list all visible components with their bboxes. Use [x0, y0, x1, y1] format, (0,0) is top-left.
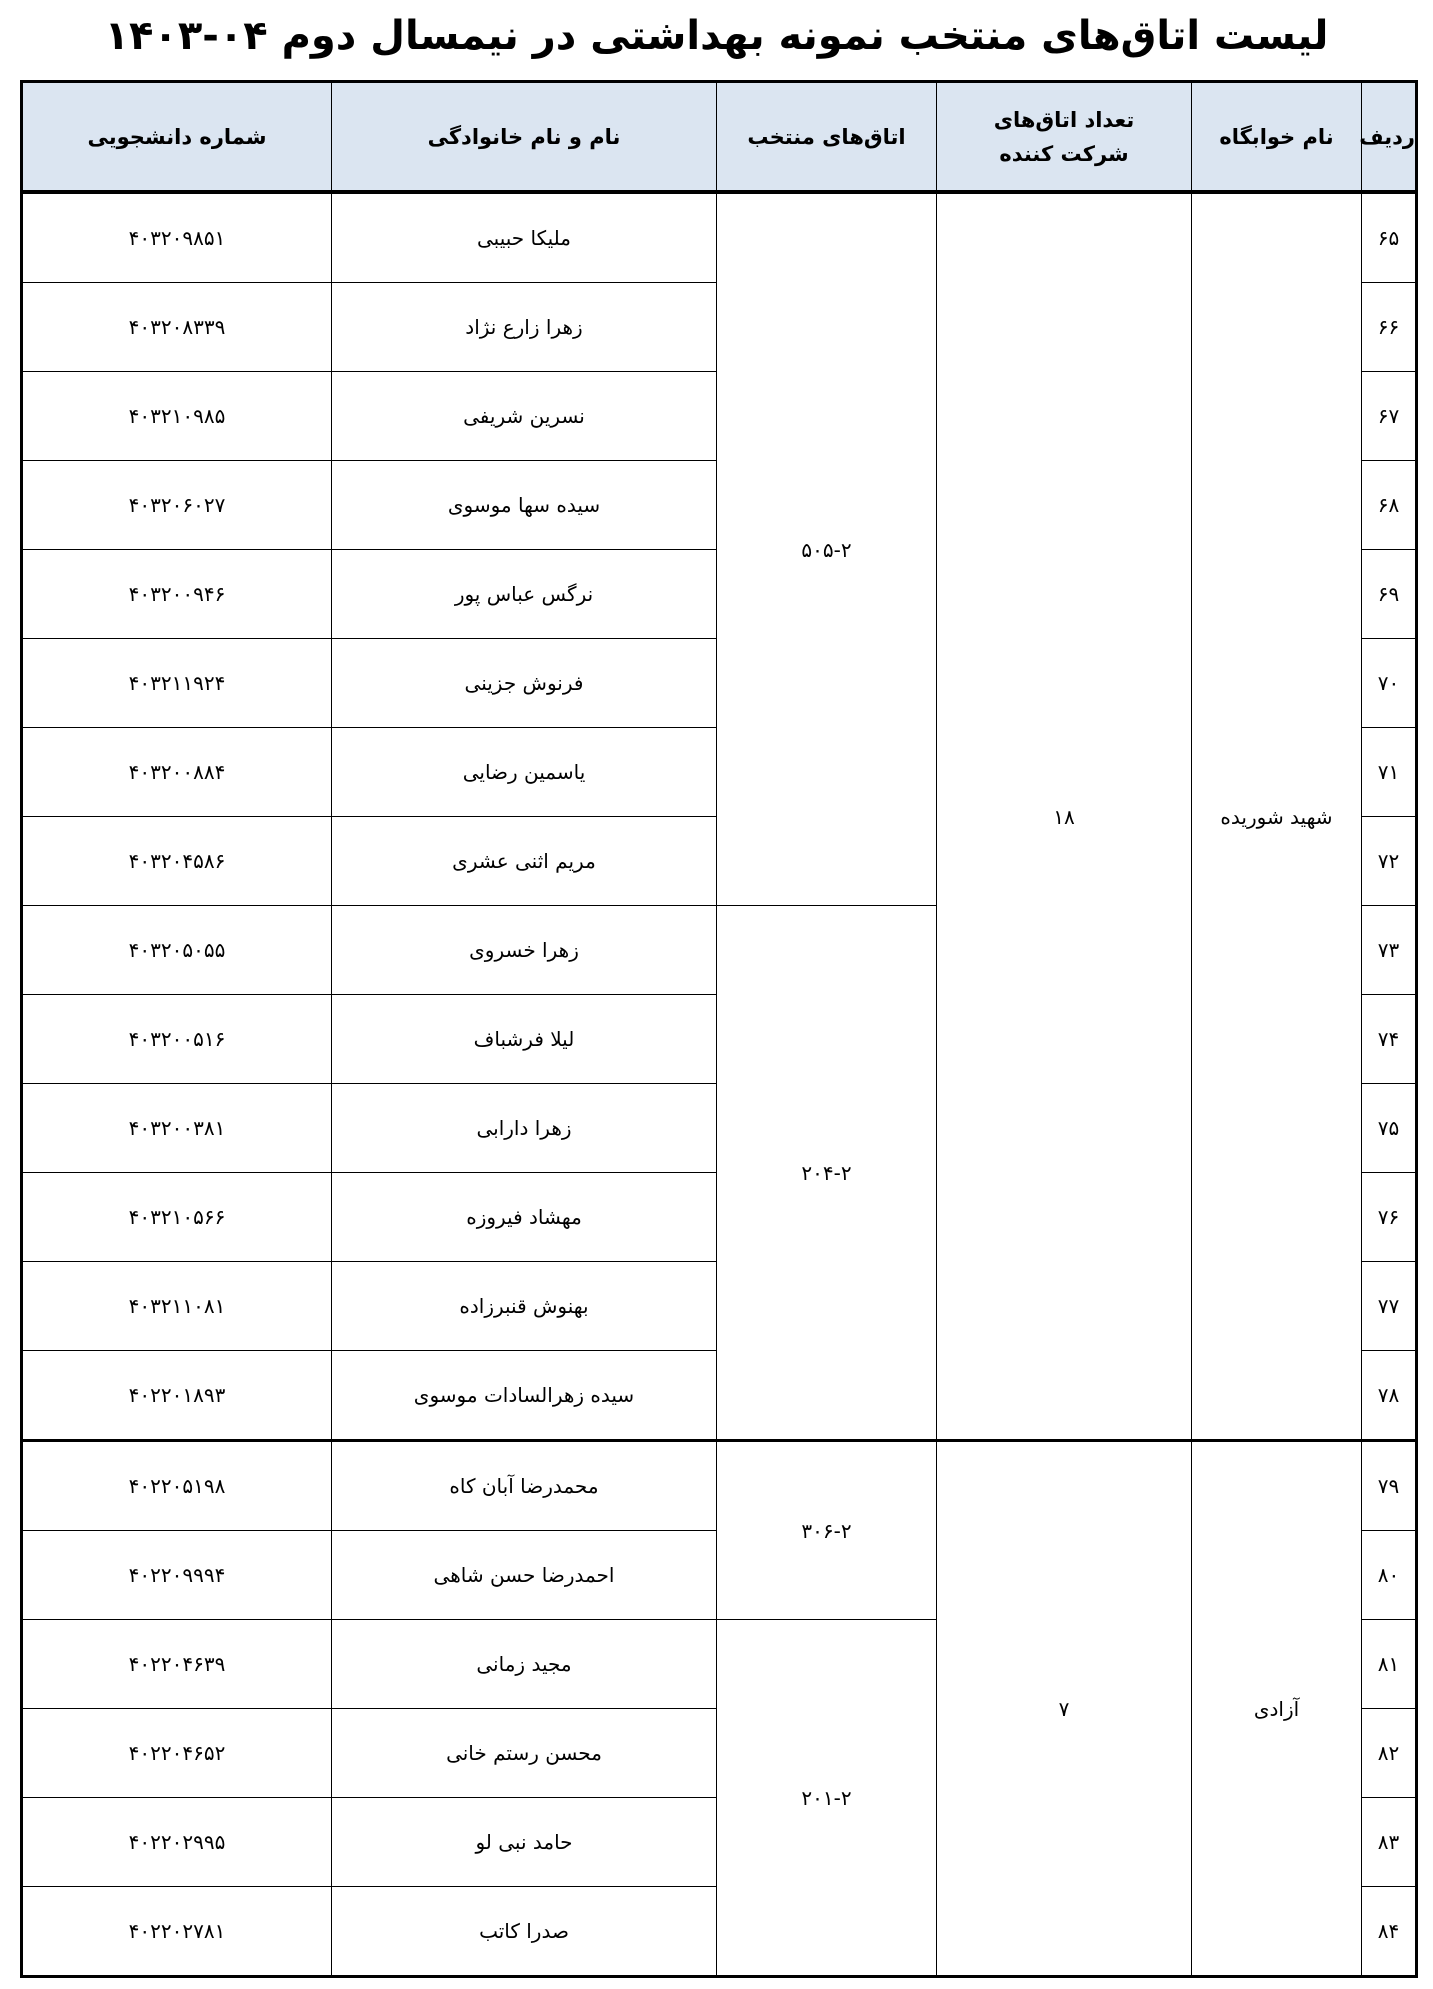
header-student-id: شماره دانشجویی	[22, 82, 332, 193]
student-id: ۴۰۲۲۰۴۶۵۲	[22, 1709, 332, 1798]
row-number: ۷۶	[1362, 1173, 1417, 1262]
student-name: مجید زمانی	[332, 1620, 717, 1709]
table-row	[22, 1441, 1417, 1531]
row-number: ۶۵	[1362, 192, 1417, 283]
student-name: نسرین شریفی	[332, 372, 717, 461]
room-cell: ۳۰۶-۲	[717, 1441, 937, 1620]
row-number: ۷۴	[1362, 995, 1417, 1084]
room-count-cell: ۷	[937, 1441, 1192, 1977]
row-number: ۷۱	[1362, 728, 1417, 817]
row-number: ۸۴	[1362, 1887, 1417, 1977]
table-row	[22, 192, 1417, 283]
student-id: ۴۰۳۲۰۹۸۵۱	[22, 192, 332, 283]
dorm-name-cell: شهید شوریده	[1192, 192, 1362, 1441]
student-name: مریم اثنی عشری	[332, 817, 717, 906]
student-id: ۴۰۳۲۰۰۸۸۴	[22, 728, 332, 817]
student-id: ۴۰۳۲۰۰۵۱۶	[22, 995, 332, 1084]
student-name: لیلا فرشباف	[332, 995, 717, 1084]
room-cell: ۲۰۴-۲	[717, 906, 937, 1441]
student-id: ۴۰۳۲۱۰۵۶۶	[22, 1173, 332, 1262]
student-name: احمدرضا حسن شاهی	[332, 1531, 717, 1620]
student-id: ۴۰۳۲۰۰۹۴۶	[22, 550, 332, 639]
student-id: ۴۰۳۲۰۴۵۸۶	[22, 817, 332, 906]
student-name: زهرا خسروی	[332, 906, 717, 995]
header-selected-rooms: اتاق‌های منتخب	[717, 82, 937, 193]
student-name: محسن رستم خانی	[332, 1709, 717, 1798]
room-cell: ۲۰۱-۲	[717, 1620, 937, 1977]
student-id: ۴۰۳۲۱۱۰۸۱	[22, 1262, 332, 1351]
document-title: لیست اتاق‌های منتخب نمونه بهداشتی در نیمسال دوم ۰۴-۱۴۰۳	[104, 13, 1329, 59]
row-number: ۷۳	[1362, 906, 1417, 995]
student-name: سیده سها موسوی	[332, 461, 717, 550]
row-number: ۷۵	[1362, 1084, 1417, 1173]
room-count-cell: ۱۸	[937, 192, 1192, 1441]
student-name: یاسمین رضایی	[332, 728, 717, 817]
row-number: ۸۱	[1362, 1620, 1417, 1709]
student-id: ۴۰۲۲۰۹۹۹۴	[22, 1531, 332, 1620]
student-name: بهنوش قنبرزاده	[332, 1262, 717, 1351]
student-name: محمدرضا آبان کاه	[332, 1441, 717, 1531]
row-number: ۶۷	[1362, 372, 1417, 461]
student-id: ۴۰۲۲۰۴۶۳۹	[22, 1620, 332, 1709]
student-id: ۴۰۲۲۰۱۸۹۳	[22, 1351, 332, 1441]
student-id: ۴۰۳۲۰۰۳۸۱	[22, 1084, 332, 1173]
header-row-number: ردیف	[1362, 82, 1417, 193]
student-id: ۴۰۳۲۰۶۰۲۷	[22, 461, 332, 550]
row-number: ۶۸	[1362, 461, 1417, 550]
student-id: ۴۰۲۲۰۵۱۹۸	[22, 1441, 332, 1531]
student-id: ۴۰۳۲۱۰۹۸۵	[22, 372, 332, 461]
row-number: ۷۹	[1362, 1441, 1417, 1531]
table-header-row	[22, 82, 1417, 193]
room-cell: ۵۰۵-۲	[717, 192, 937, 906]
student-name: زهرا دارابی	[332, 1084, 717, 1173]
student-name: مهشاد فیروزه	[332, 1173, 717, 1262]
row-number: ۷۲	[1362, 817, 1417, 906]
row-number: ۷۰	[1362, 639, 1417, 728]
row-number: ۸۲	[1362, 1709, 1417, 1798]
dorm-rooms-table	[20, 80, 1418, 1978]
header-room-count: تعداد اتاق‌های شرکت کننده	[937, 82, 1192, 193]
student-name: سیده زهرالسادات موسوی	[332, 1351, 717, 1441]
student-name: حامد نبی لو	[332, 1798, 717, 1887]
header-full-name: نام و نام خانوادگی	[332, 82, 717, 193]
student-id: ۴۰۳۲۱۱۹۲۴	[22, 639, 332, 728]
student-name: فرنوش جزینی	[332, 639, 717, 728]
row-number: ۸۰	[1362, 1531, 1417, 1620]
row-number: ۶۹	[1362, 550, 1417, 639]
student-name: زهرا زارع نژاد	[332, 283, 717, 372]
student-name: ملیکا حبیبی	[332, 192, 717, 283]
header-dorm-name: نام خوابگاه	[1192, 82, 1362, 193]
student-id: ۴۰۳۲۰۸۳۳۹	[22, 283, 332, 372]
dorm-name-cell: آزادی	[1192, 1441, 1362, 1977]
student-name: نرگس عباس پور	[332, 550, 717, 639]
student-name: صدرا کاتب	[332, 1887, 717, 1977]
row-number: ۶۶	[1362, 283, 1417, 372]
row-number: ۷۷	[1362, 1262, 1417, 1351]
row-number: ۸۳	[1362, 1798, 1417, 1887]
student-id: ۴۰۳۲۰۵۰۵۵	[22, 906, 332, 995]
student-id: ۴۰۲۲۰۲۹۹۵	[22, 1798, 332, 1887]
student-id: ۴۰۲۲۰۲۷۸۱	[22, 1887, 332, 1977]
row-number: ۷۸	[1362, 1351, 1417, 1441]
